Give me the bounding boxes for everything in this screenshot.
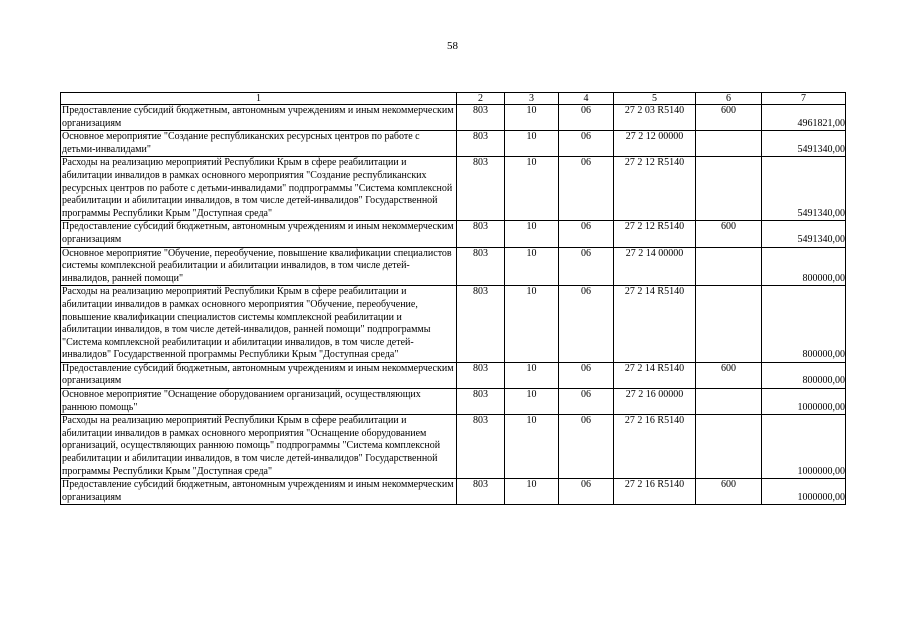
description-cell: Предоставление субсидий бюджетным, автономным учреждениям и иным некоммерческим организациям — [61, 105, 457, 131]
expense-type-cell: 600 — [696, 105, 762, 131]
subsection-cell: 06 — [559, 105, 614, 131]
description-cell: Предоставление субсидий бюджетным, автономным учреждениям и иным некоммерческим организациям — [61, 362, 457, 388]
subsection-cell: 06 — [559, 157, 614, 221]
admin-code-cell: 803 — [457, 131, 505, 157]
subsection-cell: 06 — [559, 286, 614, 363]
header-cell: 1 — [61, 93, 457, 105]
amount-cell: 1000000,00 — [762, 415, 846, 479]
amount-cell: 800000,00 — [762, 362, 846, 388]
target-article-cell: 27 2 14 R5140 — [614, 286, 696, 363]
expense-type-cell: 600 — [696, 221, 762, 247]
section-cell: 10 — [505, 247, 559, 286]
subsection-cell: 06 — [559, 247, 614, 286]
header-cell: 6 — [696, 93, 762, 105]
description-cell: Основное мероприятие "Создание республиканских ресурсных центров по работе с детьми-инвалидами" — [61, 131, 457, 157]
admin-code-cell: 803 — [457, 247, 505, 286]
table-row — [61, 362, 846, 388]
header-row — [61, 93, 846, 105]
amount-cell: 5491340,00 — [762, 221, 846, 247]
target-article-cell: 27 2 16 00000 — [614, 389, 696, 415]
expense-type-cell — [696, 389, 762, 415]
expense-type-cell — [696, 415, 762, 479]
target-article-cell: 27 2 12 00000 — [614, 131, 696, 157]
target-article-cell: 27 2 16 R5140 — [614, 415, 696, 479]
target-article-cell: 27 2 14 R5140 — [614, 362, 696, 388]
table-row — [61, 131, 846, 157]
header-cell: 4 — [559, 93, 614, 105]
expense-type-cell: 600 — [696, 479, 762, 505]
amount-cell: 1000000,00 — [762, 389, 846, 415]
subsection-cell: 06 — [559, 415, 614, 479]
admin-code-cell: 803 — [457, 286, 505, 363]
section-cell: 10 — [505, 105, 559, 131]
table-row — [61, 286, 846, 363]
expense-type-cell: 600 — [696, 362, 762, 388]
amount-cell: 5491340,00 — [762, 131, 846, 157]
admin-code-cell: 803 — [457, 415, 505, 479]
expense-type-cell — [696, 286, 762, 363]
header-cell: 5 — [614, 93, 696, 105]
amount-cell: 800000,00 — [762, 286, 846, 363]
section-cell: 10 — [505, 157, 559, 221]
admin-code-cell: 803 — [457, 479, 505, 505]
subsection-cell: 06 — [559, 389, 614, 415]
table-row — [61, 247, 846, 286]
subsection-cell: 06 — [559, 221, 614, 247]
description-cell: Расходы на реализацию мероприятий Республики Крым в сфере реабилитации и абилитации инвалидов в рамках основного мероприятия "Создание республиканских ресурсных центров по работе с детьми-инвалидами" подпрограммы "Система комплексной реабилитации и абилитации инвалидов, в том числе детей-инвалидов" Государственной программы Республики Крым "Доступная среда" — [61, 157, 457, 221]
section-cell: 10 — [505, 415, 559, 479]
section-cell: 10 — [505, 286, 559, 363]
target-article-cell: 27 2 12 R5140 — [614, 221, 696, 247]
admin-code-cell: 803 — [457, 362, 505, 388]
page-number: 58 — [447, 40, 458, 52]
table-row — [61, 389, 846, 415]
admin-code-cell: 803 — [457, 105, 505, 131]
table-row — [61, 105, 846, 131]
amount-cell: 4961821,00 — [762, 105, 846, 131]
admin-code-cell: 803 — [457, 157, 505, 221]
description-cell: Расходы на реализацию мероприятий Республики Крым в сфере реабилитации и абилитации инвалидов в рамках основного мероприятия "Обучение, переобучение, повышение квалификации специалистов системы комплексной реабилитации и абилитации инвалидов, в том числе детей-инвалидов, ранней помощи" подпрограммы "Система комплексной реабилитации и абилитации инвалидов, в том числе детей-инвалидов" Государственной программы Республики Крым "Доступная среда" — [61, 286, 457, 363]
amount-cell: 5491340,00 — [762, 157, 846, 221]
expense-type-cell — [696, 247, 762, 286]
subsection-cell: 06 — [559, 362, 614, 388]
subsection-cell: 06 — [559, 479, 614, 505]
amount-cell: 800000,00 — [762, 247, 846, 286]
section-cell: 10 — [505, 221, 559, 247]
budget-table — [60, 92, 846, 505]
subsection-cell: 06 — [559, 131, 614, 157]
section-cell: 10 — [505, 389, 559, 415]
target-article-cell: 27 2 14 00000 — [614, 247, 696, 286]
section-cell: 10 — [505, 131, 559, 157]
expense-type-cell — [696, 157, 762, 221]
description-cell: Предоставление субсидий бюджетным, автономным учреждениям и иным некоммерческим организациям — [61, 479, 457, 505]
description-cell: Основное мероприятие "Обучение, переобучение, повышение квалификации специалистов системы комплексной реабилитации и абилитации инвалидов, в том числе детей-инвалидов, ранней помощи" — [61, 247, 457, 286]
section-cell: 10 — [505, 362, 559, 388]
target-article-cell: 27 2 12 R5140 — [614, 157, 696, 221]
header-cell: 3 — [505, 93, 559, 105]
table-row — [61, 479, 846, 505]
section-cell: 10 — [505, 479, 559, 505]
table-row — [61, 415, 846, 479]
amount-cell: 1000000,00 — [762, 479, 846, 505]
description-cell: Предоставление субсидий бюджетным, автономным учреждениям и иным некоммерческим организациям — [61, 221, 457, 247]
table-row — [61, 221, 846, 247]
header-cell: 2 — [457, 93, 505, 105]
budget-table-body — [61, 93, 846, 505]
description-cell: Основное мероприятие "Оснащение оборудованием организаций, осуществляющих раннюю помощь" — [61, 389, 457, 415]
admin-code-cell: 803 — [457, 389, 505, 415]
target-article-cell: 27 2 03 R5140 — [614, 105, 696, 131]
description-cell: Расходы на реализацию мероприятий Республики Крым в сфере реабилитации и абилитации инвалидов в рамках основного мероприятия "Оснащение оборудованием организаций, осуществляющих раннюю помощь" подпрограммы "Система комплексной реабилитации и абилитации инвалидов, в том числе детей-инвалидов" Государственной программы Республики Крым "Доступная среда" — [61, 415, 457, 479]
table-row — [61, 157, 846, 221]
header-cell: 7 — [762, 93, 846, 105]
expense-type-cell — [696, 131, 762, 157]
admin-code-cell: 803 — [457, 221, 505, 247]
target-article-cell: 27 2 16 R5140 — [614, 479, 696, 505]
